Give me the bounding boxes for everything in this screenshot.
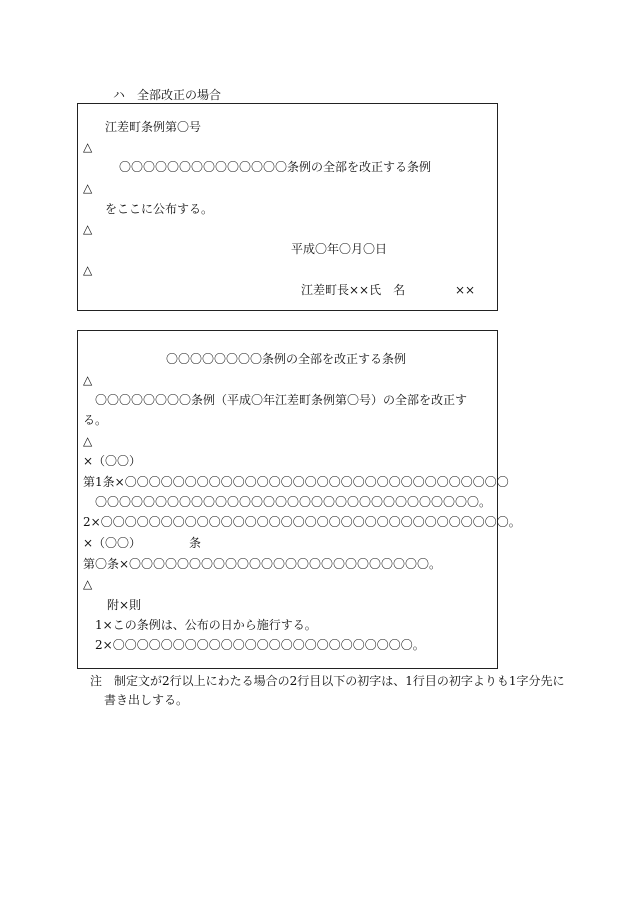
space-mark: △ (83, 222, 93, 236)
supplementary-item-1: 1×この条例は、公布の日から施行する。 (95, 618, 317, 632)
space-mark: △ (83, 181, 93, 195)
supplementary-item-2: 2×〇〇〇〇〇〇〇〇〇〇〇〇〇〇〇〇〇〇〇〇〇〇〇〇〇。 (95, 638, 425, 652)
note-line2: 書き出しする。 (104, 693, 189, 707)
article-caption-jo: 条 (189, 536, 202, 550)
space-mark: △ (83, 577, 93, 591)
ordinance-title: 〇〇〇〇〇〇〇〇〇〇〇〇〇〇条例の全部を改正する条例 (119, 160, 432, 174)
enactment-text-line1: 〇〇〇〇〇〇〇〇条例（平成〇年江差町条例第〇号）の全部を改正す (95, 393, 468, 407)
mayor-signature: 江差町長××氏 名 (301, 283, 406, 297)
article-caption: ×（〇〇） (83, 536, 142, 550)
article-1-line2: 〇〇〇〇〇〇〇〇〇〇〇〇〇〇〇〇〇〇〇〇〇〇〇〇〇〇〇〇〇〇〇〇。 (95, 495, 492, 509)
ordinance-number: 江差町条例第〇号 (105, 120, 202, 134)
article-1-line1: 第1条×〇〇〇〇〇〇〇〇〇〇〇〇〇〇〇〇〇〇〇〇〇〇〇〇〇〇〇〇〇〇〇〇 (83, 475, 509, 489)
section-heading: ハ 全部改正の場合 (113, 88, 222, 102)
space-mark: △ (83, 373, 93, 387)
promulgation-date: 平成〇年〇月〇日 (291, 242, 388, 256)
ordinance-title: 〇〇〇〇〇〇〇〇条例の全部を改正する条例 (166, 352, 407, 366)
ordinance-body-box (77, 330, 521, 669)
note-line1: 注 制定文が2行以上にわたる場合の2行目以下の初字は、1行目の初字よりも1字分先に (90, 674, 565, 688)
space-mark: △ (83, 263, 93, 277)
space-mark: △ (83, 434, 93, 448)
supplementary-heading: 附×則 (107, 598, 142, 612)
article-1-paragraph-2: 2×〇〇〇〇〇〇〇〇〇〇〇〇〇〇〇〇〇〇〇〇〇〇〇〇〇〇〇〇〇〇〇〇〇〇。 (83, 515, 521, 529)
promulgation-form-box (77, 103, 498, 311)
article-caption: ×（〇〇） (83, 454, 142, 468)
enactment-text-line2: る。 (83, 413, 108, 427)
promulgation-text: をここに公布する。 (105, 202, 214, 216)
signature-marks: ×× (455, 283, 476, 297)
article-0-line: 第〇条×〇〇〇〇〇〇〇〇〇〇〇〇〇〇〇〇〇〇〇〇〇〇〇〇〇。 (83, 557, 442, 571)
space-mark: △ (83, 140, 93, 154)
